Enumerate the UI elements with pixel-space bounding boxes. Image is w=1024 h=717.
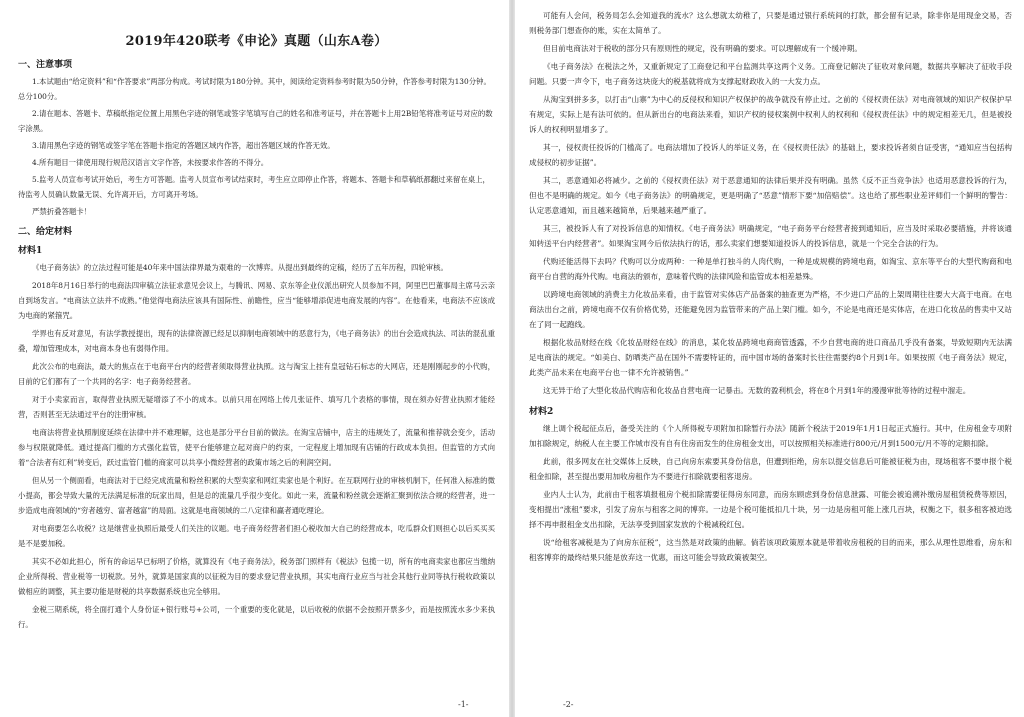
paragraph: 代购还能活得下去吗？代购可以分成两种：一种是单打独斗的人肉代购，一种是成规模的跨境电商，如淘宝、京东等平台的大型代购商和电商平台自营的海外代购。电商法的颁布，意味着代购的法律风险和监管成本相差悬殊。: [529, 257, 1012, 281]
instruction-item: 3.请用黑色字迹的钢笔或签字笔在答题卡指定的答题区域内作答，超出答题区域的作答无效。: [32, 141, 335, 150]
paragraph: 对电商要怎么收税？这是继营业执照后最受人们关注的议题。电子商务经营者们担心税收加大自己的经营成本，吃瓜群众们则担心以后买买买是不是要加税。: [18, 524, 495, 548]
page-number: -1-: [458, 700, 469, 709]
paragraph: 《电子商务法》的立法过程可能是40年来中国法律界最为艰难的一次博弈。从提出到最终的定稿，经历了五年历程，四轮审核。: [32, 263, 448, 272]
material-2-heading: 材料2: [529, 407, 554, 417]
instruction-item: 5.监考人员宣布考试开始后，考生方可答题。监考人员宣布考试结束时，考生应立即停止作答，将题本、答题卡和草稿纸都翻过来留在桌上，待监考人员确认数量无误、允许离开后，方可离开考场。: [18, 175, 490, 199]
document-page-1: [0, 0, 509, 717]
paragraph: 根据化妆品财经在线《化妆品财经在线》的消息，某化妆品跨境电商商管透露，不少自营电商的进口商品几乎没有备案，导致短期内无法满足电商法的规定。“如美白、防晒类产品在国外不需要特证的，而中国市场的备案时长往往需要约8个月到1年。如果按照《电子商务法》规定，此类产品未来在电商平台也一律不允许被销售。”: [529, 338, 1012, 377]
page-number: -2-: [563, 700, 574, 709]
paragraph: 此次公布的电商法，最大的焦点在于电商平台内的经营者须取得营业执照。这与淘宝上挂有皇冠钻石标志的大网店，还是刚刚起步的小代购，目前的它们都有了一个共同的名字：电子商务经营者。: [18, 362, 495, 386]
section-heading-notes: 一、注意事项: [18, 60, 73, 70]
paragraph: 但从另一个侧面看，电商法对于已经完成流量和粉丝积累的大型卖家和网红卖家也是个利好。在互联网行业的审核机制下，任何准入标准的微小提高，都会导致大量的无法满足标准的玩家出局，但是总的流量几乎很少变化。如此一来，流量和粉丝就会逐渐汇聚到依法合规的经营者，进一步造成电商领域的“穷者越穷、富者越富”的局面。这就是电商领域的二八定律和赢者通吃理论。: [18, 476, 495, 515]
paragraph: 金税三期系统，将全面打通个人身份证+银行账号+公司，一个重要的变化就是，以后收税的依据不会按照开票多少，而是按照流水多少来执行。: [18, 605, 495, 629]
paragraph: 其一，侵权责任投诉的门槛高了。电商法增加了投诉人的举证义务，在《侵权责任法》的基础上，要求投诉者须自证受害，“通知应当包括构成侵权的初步证据”。: [529, 143, 1012, 167]
paragraph: 可能有人会问，税务局怎么会知道我的流水？这么想就太幼稚了，只要是通过银行系统间的打款，都会留有记录，除非你是用现金交易，否则税务部门想查你的账，实在太简单了。: [529, 11, 1012, 35]
paragraph: 其二，恶意通知必将减少。之前的《侵权责任法》对于恶意通知的法律后果并没有明确。虽然《反不正当竞争法》也适用恶意投诉的行为，但也不是明确的规定。如今《电子商务法》的明确规定，更是明确了“恶意”情形下要“加倍赔偿”。这也给了那些职业差评师们一个鲜明的警告：认定恶意通知，而且越来越简单，后果越来越严重了。: [529, 176, 1012, 215]
material-2-body: [529, 421, 1012, 565]
paragraph: 从淘宝到拼多多，以打击“山寨”为中心的反侵权和知识产权保护的战争就没有停止过。之前的《侵权责任法》对电商领域的知识产权保护早有规定，实际上是有法可依的。但从新出台的电商法来看，知识产权的侵权案例中权利人的权利和《侵权责任法》中的规定相差无几，但是被投诉人的权利明显增多了。: [529, 95, 1012, 134]
paragraph: 电商法将营业执照制度延续在法律中并不难理解，这也是部分平台目前的做法。在淘宝店铺中，店主的违规处了，流量和推荐就会变少，活动参与权限就降低。通过提高门槛的方式强化监管，使平台能够建立起对商户的约束，一定程度上增加现有店铺的行政成本负担。但监管的方式向着“合法者有红利”转变后，跃过监管门槛的商家可以共享小微经营者的政策市场之后的利润空间。: [18, 428, 495, 467]
paragraph: 继上调个税起征点后，备受关注的《个人所得税专项附加扣除暂行办法》随新个税法于2019年1月1日起正式施行。其中，住房租金专项附加扣除规定，纳税人在主要工作城市没有自有住房而发生的住房租金支出，可以按照相关标准进行800元/月到1500元/月不等的定额扣除。: [529, 424, 1012, 448]
paragraph: 以跨境电商领域的消费主力化妆品来看，由于监管对实体店产品备案的抽查更为严格，不少进口产品的上架周期往往要大大高于电商。在电商法出台之前，跨境电商不仅有价格优势，还能避免因为监管带来的产品上架门槛。如今，不论是电商还是实体店，在进口化妆品的售卖中又站在了同一起跑线。: [529, 290, 1012, 329]
paragraph: 2018年8月16日举行的电商法四审稿立法征求意见会议上，与腾讯、网易、京东等企业仪派出研究人员参加不同，阿里巴巴董事局主席马云亲自到场发言。“电商法立法并不成熟。”他觉得电商法应该具有国际性、前瞻性，应当“能够增添促进电商发展的内容”。在他看来，电商法不应该成为电商的紧箍咒。: [18, 281, 495, 320]
document-title: 2019年420联考《申论》真题（山东A卷）: [125, 34, 388, 49]
paragraph: 这无异于给了大型化妆品代购店和化妆品自营电商一记暴击。无数的盈利机会，将在8个月到1年的漫漫审批等待的过程中溜走。: [543, 386, 971, 395]
paragraph: 学界也有反对意见，有法学教授提出，现有的法律资源已经足以抑制电商领域中的恶意行为，《电子商务法》的出台会造成执法、司法的混乱重叠，增加管理成本，对电商本身也有弱得作用。: [18, 329, 495, 353]
document-page-2: [515, 0, 1024, 717]
material-1-continued: [529, 8, 1012, 398]
paragraph: 其实不必如此担心，所有的命运早已标明了价格，就算没有《电子商务法》，税务部门照样有《税法》包揽一切，所有的电商卖家也都应当缴纳企业所得税、营业税等一切税款。另外，就算是国家真的以征税为目的要求登记营业执照，其实电商行业应当与社会其他行业同等执行税收政策以做相应的调整，其主要功能是财税的共享数据系统也完全够用。: [18, 557, 495, 596]
paragraph: 对于小卖家而言，取得营业执照无疑增添了不小的成本。以前只用在网络上传几张证件、填写几个表格的事情，现在须办好营业执照才能经营，否则甚至无法通过平台的注册审核。: [18, 395, 495, 419]
paragraph: 其三，被投诉人有了对投诉信息的知情权。《电子商务法》明确规定，“电子商务平台经营者接到通知后，应当及时采取必要措施，并将该通知转送平台内经营者”。如果淘宝网今后依法执行的话，那么卖家们想要知道投诉人的投诉信息，就是一个完全合法的行为。: [529, 224, 1012, 248]
instruction-item: 1.本试题由“给定资料”和“作答要求”两部分构成。考试时限为180分钟。其中，阅读给定资料参考时限为50分钟，作答参考时限为130分钟。总分100分。: [18, 77, 491, 101]
paragraph: 说“给租客减税是为了向房东征税”，这当然是对政策的曲解。倘若该项政策原本就是带着收房租税的目的而来，那么从理性思维看，房东和租客博弈的最终结果只能是放弃这一优惠，而这可能会导致政策被架空。: [529, 538, 1012, 562]
paragraph: 此前，很多网友在社交媒体上反映，自己向房东索要其身份信息，但遭到拒绝，房东以提交信息后可能被征税为由，现场租客不要申报个税租金扣除，甚至提出要用加收房租作为不要进行扣除就要租客退房。: [529, 457, 1012, 481]
instructions-list: [18, 74, 495, 219]
instruction-item: 4.所有题目一律使用现行规范汉语言文字作答，未按要求作答的不得分。: [32, 158, 269, 167]
section-heading-materials: 二、给定材料: [18, 227, 73, 237]
paragraph: 《电子商务法》在税法之外，又重新规定了工商登记和平台监测共享这两个义务。工商登记解决了征收对象问题，数据共享解决了征收手段问题。只要一声令下，电子商务这块庞大的税基就将成为支撑起财政收入的一大发力点。: [529, 62, 1012, 86]
material-1-body: [18, 260, 495, 632]
material-1-heading: 材料1: [18, 246, 43, 256]
paragraph: 但目前电商法对于税收的部分只有原则性的规定，没有明确的要求。可以理解成有一个缓冲期。: [543, 44, 862, 53]
instruction-item: 严禁折叠答题卡！: [32, 207, 92, 216]
paragraph: 业内人士认为，此前由于租客填报租房个税扣除需要征得房东同意，而房东顾虑到身份信息泄露、可能会被追溯补缴房屋租赁税费等原因，变相提出“涨租”要求，引发了房东与租客之间的博弈。一边是个税可能抵扣几十块，另一边是房租可能上涨几百块，权衡之下，很多租客被迫选择不再申报租金支出扣除，无法享受到国家发放的个税减税红包。: [529, 490, 1012, 529]
instruction-item: 2.请在题本、答题卡、草稿纸指定位置上用黑色字迹的钢笔或签字笔填写自己的姓名和准考证号，并在答题卡上用2B铅笔将准考证号对应的数字涂黑。: [18, 109, 493, 133]
